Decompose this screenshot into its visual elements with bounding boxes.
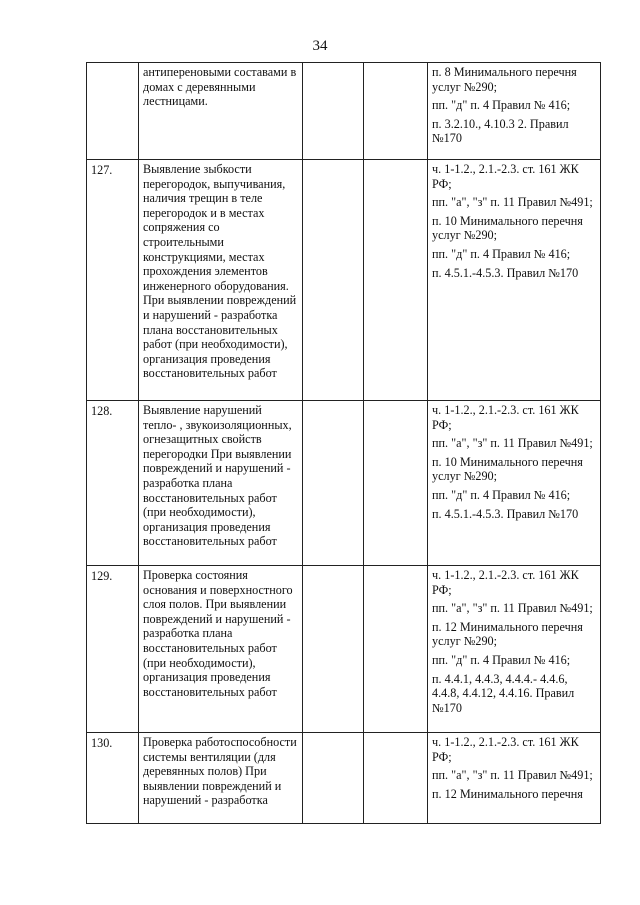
reference-line: пп. "д" п. 4 Правил № 416; (432, 652, 571, 667)
empty-cell (364, 160, 428, 401)
reference-line: пп. "а", "з" п. 11 Правил №491; (432, 768, 593, 783)
empty-cell (303, 733, 364, 824)
reference-line: пп. "д" п. 4 Правил № 416; (432, 487, 571, 502)
row-number-cell (87, 566, 139, 733)
row-description-cell (139, 566, 303, 733)
reference-line: ч. 1-1.2., 2.1.-2.3. ст. 161 ЖК РФ; (432, 162, 579, 191)
reference-line: п. 10 Минимального перечня услуг №290; (432, 213, 583, 243)
page-number: 34 (312, 38, 328, 54)
reference-line: п. 12 Минимального перечня услуг №290; (432, 619, 583, 649)
row-references-cell (428, 63, 601, 160)
reference-line: п. 4.5.1.-4.5.3. Правил №170 (432, 506, 579, 521)
row-description: Проверка состояния основания и поверхностного слоя полов. При выявлении повреждений и нарушений - разработка плана восстановительных работ (при необходимости), организация проведения восстановительных работ (143, 568, 293, 699)
reference-line: ч. 1-1.2., 2.1.-2.3. ст. 161 ЖК РФ; (432, 403, 579, 432)
row-description: Выявление нарушений тепло- , звукоизоляционных, огнезащитных свойств перегородки При выявлении повреждений и нарушений - разработка плана восстановительных работ (при необходимости), организация проведения восстановительных работ (143, 403, 292, 549)
row-description-cell (139, 63, 303, 160)
reference-line: пп. "а", "з" п. 11 Правил №491; (432, 436, 593, 451)
table-row (87, 733, 601, 824)
reference-line: п. 3.2.10., 4.10.3 2. Правил №170 (432, 116, 569, 146)
row-number: 127. (91, 163, 113, 177)
row-references-cell (428, 733, 601, 824)
reference-line: п. 12 Минимального перечня (432, 786, 583, 801)
table-row (87, 63, 601, 160)
empty-cell (364, 63, 428, 160)
row-references-cell (428, 401, 601, 566)
row-description: Проверка работоспособности системы вентиляции (для деревянных полов) При выявлении повреждений и нарушений - разработка (143, 735, 297, 808)
table-row (87, 160, 601, 401)
regulation-table (86, 62, 601, 824)
reference-line: п. 4.4.1, 4.4.3, 4.4.4.- 4.4.6, 4.4.8, 4.4.12, 4.4.16. Правил №170 (432, 671, 575, 715)
reference-line: пп. "а", "з" п. 11 Правил №491; (432, 601, 593, 616)
reference-line: п. 8 Минимального перечня услуг №290; (432, 65, 577, 94)
empty-cell (303, 63, 364, 160)
reference-line: ч. 1-1.2., 2.1.-2.3. ст. 161 ЖК РФ; (432, 735, 579, 764)
reference-line: ч. 1-1.2., 2.1.-2.3. ст. 161 ЖК РФ; (432, 568, 579, 597)
row-description-cell (139, 160, 303, 401)
table-row (87, 401, 601, 566)
reference-line: пп. "д" п. 4 Правил № 416; (432, 246, 571, 261)
row-description-cell (139, 401, 303, 566)
empty-cell (303, 160, 364, 401)
row-number-cell (87, 401, 139, 566)
row-description: Выявление зыбкости перегородок, выпучивания, наличия трещин в теле перегородок и в местах сопряжения со строительными конструкциями, местах прохождения элементов инженерного оборудования. При выявлении повреждений и нарушений - разработка плана восстановительных работ (при необходимости), организация проведения восстановительных работ (143, 162, 297, 381)
row-references-cell (428, 566, 601, 733)
row-number (91, 65, 134, 66)
row-number-cell (87, 63, 139, 160)
reference-line: пп. "д" п. 4 Правил № 416; (432, 98, 571, 113)
empty-cell (303, 401, 364, 566)
row-description-cell (139, 733, 303, 824)
reference-line: пп. "а", "з" п. 11 Правил №491; (432, 195, 593, 210)
reference-line: п. 4.5.1.-4.5.3. Правил №170 (432, 265, 579, 280)
row-number-cell (87, 733, 139, 824)
row-number: 130. (91, 736, 113, 750)
row-number: 128. (91, 404, 113, 418)
table-row (87, 566, 601, 733)
row-description: антипереновыми составами в домах с деревянными лестницами. (143, 65, 297, 109)
row-number: 129. (91, 569, 113, 583)
empty-cell (364, 566, 428, 733)
reference-line: п. 10 Минимального перечня услуг №290; (432, 454, 583, 484)
empty-cell (303, 566, 364, 733)
empty-cell (364, 733, 428, 824)
row-number-cell (87, 160, 139, 401)
empty-cell (364, 401, 428, 566)
row-references-cell (428, 160, 601, 401)
